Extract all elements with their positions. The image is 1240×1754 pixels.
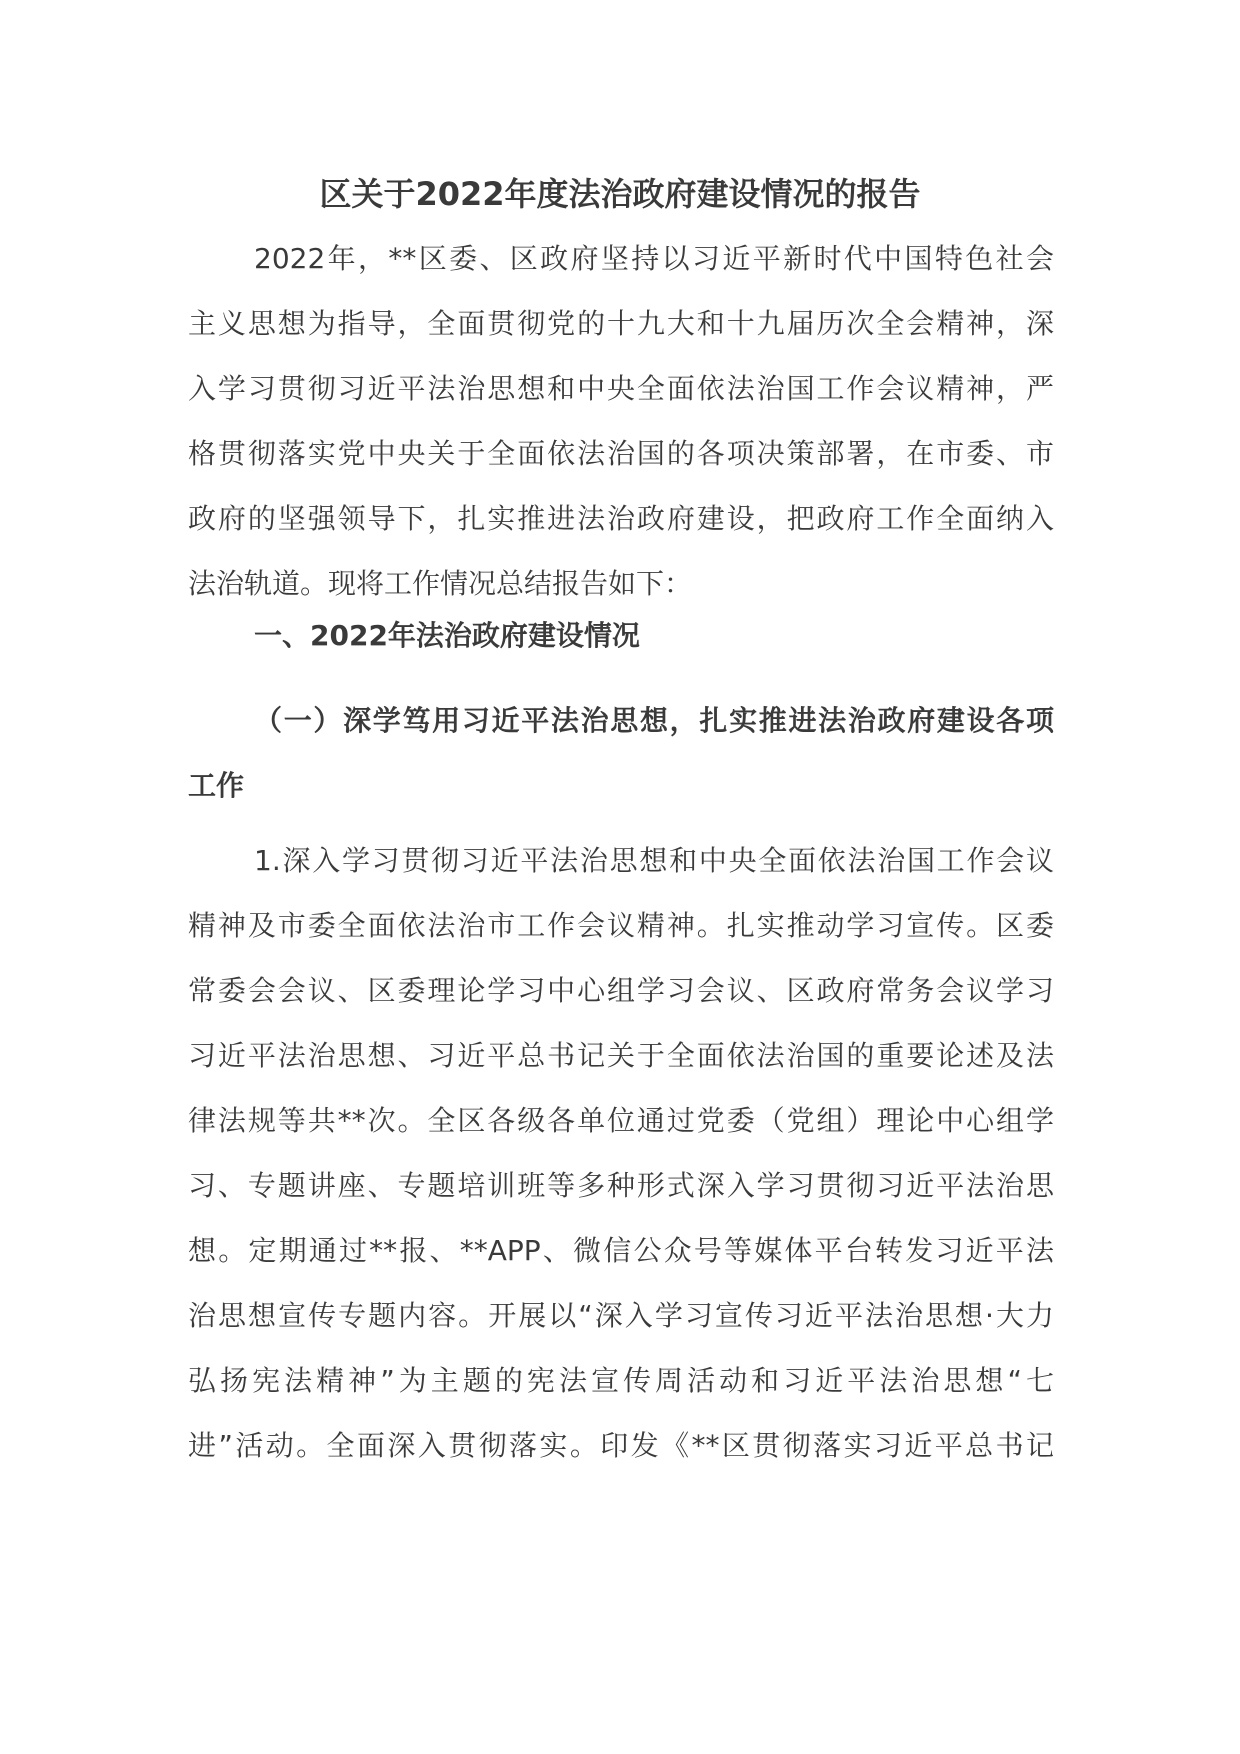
paragraph-line: 常委会会议、区委理论学习中心组学习会议、区政府常务会议学习 xyxy=(188,974,1054,1007)
paragraph-line: 习近平法治思想、习近平总书记关于全面依法治国的重要论述及法 xyxy=(188,1039,1054,1072)
paragraph-line: 弘扬宪法精神”为主题的宪法宣传周活动和习近平法治思想“七 xyxy=(188,1364,1054,1397)
paragraph-line: 精神及市委全面依法治市工作会议精神。扎实推动学习宣传。区委 xyxy=(188,909,1054,942)
section-heading-text: 一、2022年法治政府建设情况 xyxy=(254,619,640,652)
intro-line: 主义思想为指导，全面贯彻党的十九大和十九届历次全会精神，深 xyxy=(188,307,1054,340)
intro-line: 2022年，**区委、区政府坚持以习近平新时代中国特色社会 xyxy=(254,242,1054,275)
intro-line: 入学习贯彻习近平法治思想和中央全面依法治国工作会议精神，严 xyxy=(188,372,1054,405)
intro-line: 格贯彻落实党中央关于全面依法治国的各项决策部署，在市委、市 xyxy=(188,437,1054,470)
paragraph-line: 律法规等共**次。全区各级各单位通过党委（党组）理论中心组学 xyxy=(188,1104,1054,1137)
paragraph-line: 想。定期通过**报、**APP、微信公众号等媒体平台转发习近平法 xyxy=(188,1234,1054,1267)
paragraph-line: 治思想宣传专题内容。开展以“深入学习宣传习近平法治思想·大力 xyxy=(188,1299,1054,1332)
document-title: 区关于2022年度法治政府建设情况的报告 xyxy=(319,175,921,213)
paragraph-line: 进”活动。全面深入贯彻落实。印发《**区贯彻落实习近平总书记 xyxy=(188,1429,1054,1462)
section-heading xyxy=(188,603,1054,668)
subsection-heading-line: 工作 xyxy=(188,769,245,802)
paragraph-line: 1.深入学习贯彻习近平法治思想和中央全面依法治国工作会议 xyxy=(254,844,1054,877)
intro-line: 法治轨道。现将工作情况总结报告如下： xyxy=(188,567,693,600)
intro-paragraph xyxy=(188,226,1054,616)
subsection-heading xyxy=(188,688,1054,818)
paragraph-line: 习、专题讲座、专题培训班等多种形式深入学习贯彻习近平法治思 xyxy=(188,1169,1054,1202)
paragraph-1 xyxy=(188,828,1054,1478)
subsection-heading-line: （一）深学笃用习近平法治思想，扎实推进法治政府建设各项 xyxy=(254,704,1054,737)
intro-line: 政府的坚强领导下，扎实推进法治政府建设，把政府工作全面纳入 xyxy=(188,502,1054,535)
